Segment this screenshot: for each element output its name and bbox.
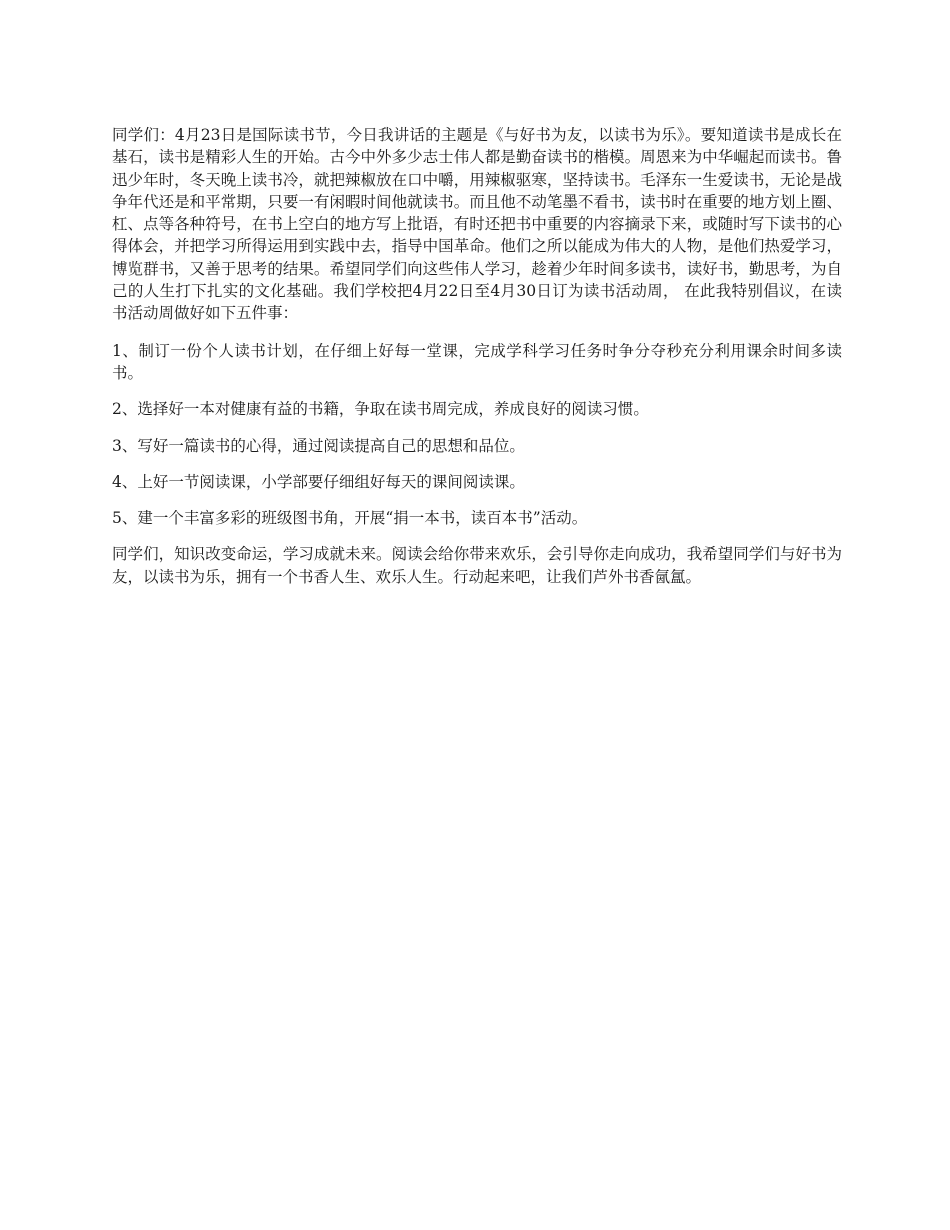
list-item-5: 5、建一个丰富多彩的班级图书角，开展“捐一本书，读百本书”活动。 — [112, 509, 588, 528]
closing-paragraph: 同学们，知识改变命运，学习成就未来。阅读会给你带来欢乐，会引导你走向成功，我希望同学们与好书为友，以读书为乐，拥有一个书香人生、欢乐人生。行动起来吧，让我们芦外书香氤氲。 — [112, 545, 842, 586]
list-item-3: 3、写好一篇读书的心得，通过阅读提高自己的思想和品位。 — [112, 436, 525, 455]
document-body — [112, 124, 842, 602]
list-item-2: 2、选择好一本对健康有益的书籍，争取在读书周完成，养成良好的阅读习惯。 — [112, 400, 649, 419]
intro-paragraph: 同学们：4月23日是国际读书节，今日我讲话的主题是《与好书为友，以读书为乐》。要知道读书是成长在基石，读书是精彩人生的开始。古今中外多少志士伟人都是勤奋读书的楷模。周恩来为中华崛起而读书。鲁迅少年时，冬天晚上读书冷，就把辣椒放在口中嚼，用辣椒驱寒，坚持读书。毛泽东一生爱读书，无论是战争年代还是和平常期，只要一有闲暇时间他就读书。而且他不动笔墨不看书，读书时在重要的地方划上圈、杠、点等各种符号，在书上空白的地方写上批语，有时还把书中重要的内容摘录下来，或随时写下读书的心得体会，并把学习所得运用到实践中去，指导中国革命。他们之所以能成为伟大的人物，是他们热爱学习，博览群书，又善于思考的结果。希望同学们向这些伟人学习，趁着少年时间多读书，读好书，勤思考，为自己的人生打下扎实的文化基础。我们学校把4月22日至4月30日订为读书活动周， 在此我特别倡议，在读书活动周做好如下五件事： — [112, 126, 842, 323]
list-item-4: 4、上好一节阅读课，小学部要仔细组好每天的课间阅读课。 — [112, 472, 525, 491]
list-item-1: 1、制订一份个人读书计划，在仔细上好每一堂课，完成学科学习任务时争分夺秒充分利用课余时间多读书。 — [112, 341, 842, 382]
